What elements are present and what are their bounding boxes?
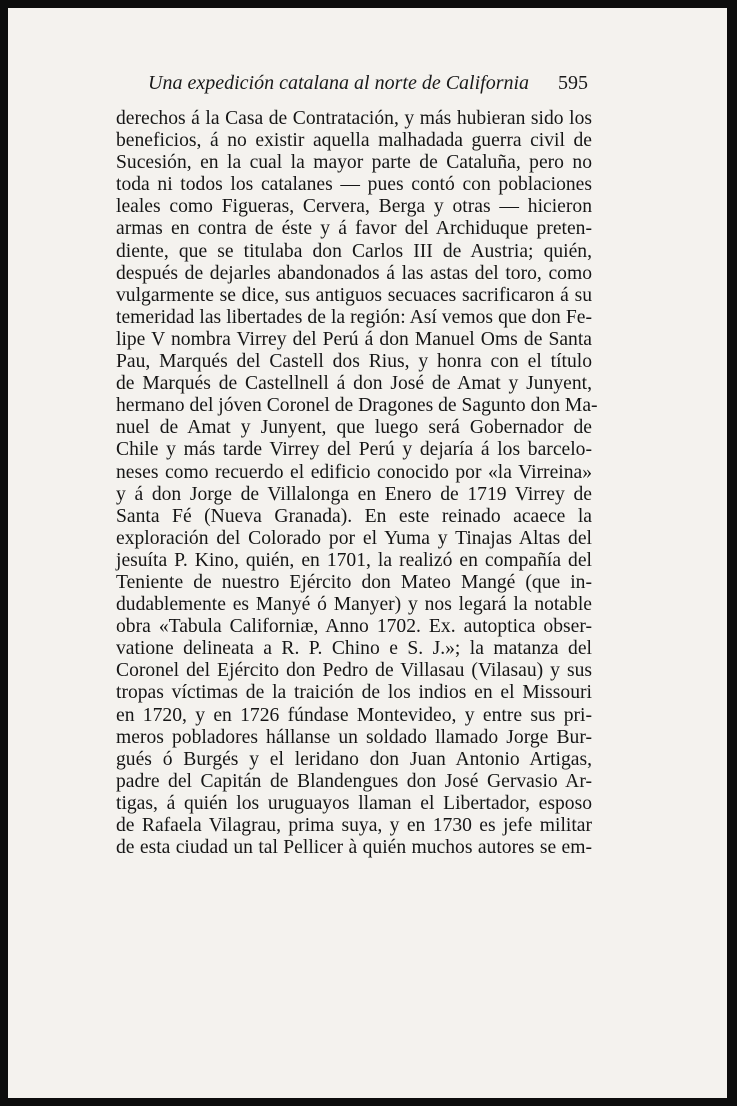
text-line: leales como Figueras, Cervera, Berga y otras — hicieron bbox=[116, 196, 592, 218]
text-line: dudablemente es Manyé ó Manyer) y nos legará la notable bbox=[116, 594, 592, 616]
text-line: hermano del jóven Coronel de Dragones de Sagunto don Ma- bbox=[116, 395, 598, 417]
text-line: armas en contra de éste y á favor del Archiduque preten- bbox=[116, 218, 592, 240]
text-line: lipe V nombra Virrey del Perú á don Manuel Oms de Santa bbox=[116, 328, 592, 350]
text-line: meros pobladores hállanse un soldado llamado Jorge Bur- bbox=[116, 726, 592, 748]
text-line: Pau, Marqués del Castell dos Rius, y honra con el título bbox=[116, 351, 592, 373]
page-number: 595 bbox=[558, 72, 588, 94]
running-title: Una expedición catalana al norte de California bbox=[148, 72, 530, 94]
text-line: Chile y más tarde Virrey del Perú y dejaría á los barcelo- bbox=[116, 439, 592, 461]
text-line: Teniente de nuestro Ejército don Mateo Mangé (que in- bbox=[116, 571, 592, 593]
text-line: de Marqués de Castellnell á don José de Amat y Junyent, bbox=[116, 373, 592, 395]
text-line: Coronel del Ejército don Pedro de Villasau (Vilasau) y sus bbox=[116, 660, 592, 682]
text-line: neses como recuerdo el edificio conocido por «la Virreina» bbox=[116, 461, 592, 483]
text-line: de Rafaela Vilagrau, prima suya, y en 1730 es jefe militar bbox=[116, 815, 592, 836]
text-line: beneficios, á no existir aquella malhadada guerra civil de bbox=[116, 130, 592, 152]
text-line: vulgarmente se dice, sus antiguos secuaces sacrificaron á su bbox=[116, 284, 592, 306]
book-page bbox=[8, 8, 727, 1098]
text-line: tigas, á quién los uruguayos llaman el Libertador, esposo bbox=[116, 792, 592, 814]
text-line: tropas víctimas de la traición de los indios en el Missouri bbox=[116, 682, 592, 704]
text-line: y á don Jorge de Villalonga en Enero de 1719 Virrey de bbox=[116, 483, 592, 505]
running-header bbox=[148, 72, 588, 98]
text-line: obra «Tabula Californiæ, Anno 1702. Ex. autoptica obser- bbox=[116, 616, 592, 638]
text-line: Sucesión, en la cual la mayor parte de Cataluña, pero no bbox=[116, 152, 592, 174]
text-line: de esta ciudad un tal Pellicer à quién muchos autores se em- bbox=[116, 837, 592, 859]
text-line: exploración del Colorado por el Yuma y Tinajas Altas del bbox=[116, 527, 592, 549]
text-line: padre del Capitán de Blandengues don José Gervasio Ar- bbox=[116, 770, 592, 792]
text-line: diente, que se titulaba don Carlos III de Austria; quién, bbox=[116, 240, 592, 262]
body-text bbox=[116, 108, 598, 859]
text-line: toda ni todos los catalanes — pues contó con poblaciones bbox=[116, 174, 592, 196]
text-line: en 1720, y en 1726 fúndase Montevideo, y entre sus pri- bbox=[116, 704, 592, 726]
text-line: jesuíta P. Kino, quién, en 1701, la realizó en compañía del bbox=[116, 549, 592, 571]
text-line: Santa Fé (Nueva Granada). En este reinado acaece la bbox=[116, 505, 592, 527]
text-line: derechos á la Casa de Contratación, y más hubieran sido los bbox=[116, 108, 592, 129]
text-line: vatione delineata a R. P. Chino e S. J.»; la matanza del bbox=[116, 638, 592, 660]
text-line: después de dejarles abandonados á las astas del toro, como bbox=[116, 262, 592, 284]
text-line: gués ó Burgés y el leridano don Juan Antonio Artigas, bbox=[116, 748, 592, 770]
text-line: nuel de Amat y Junyent, que luego será Gobernador de bbox=[116, 417, 592, 439]
text-line: temeridad las libertades de la región: Así vemos que don Fe- bbox=[116, 306, 592, 328]
